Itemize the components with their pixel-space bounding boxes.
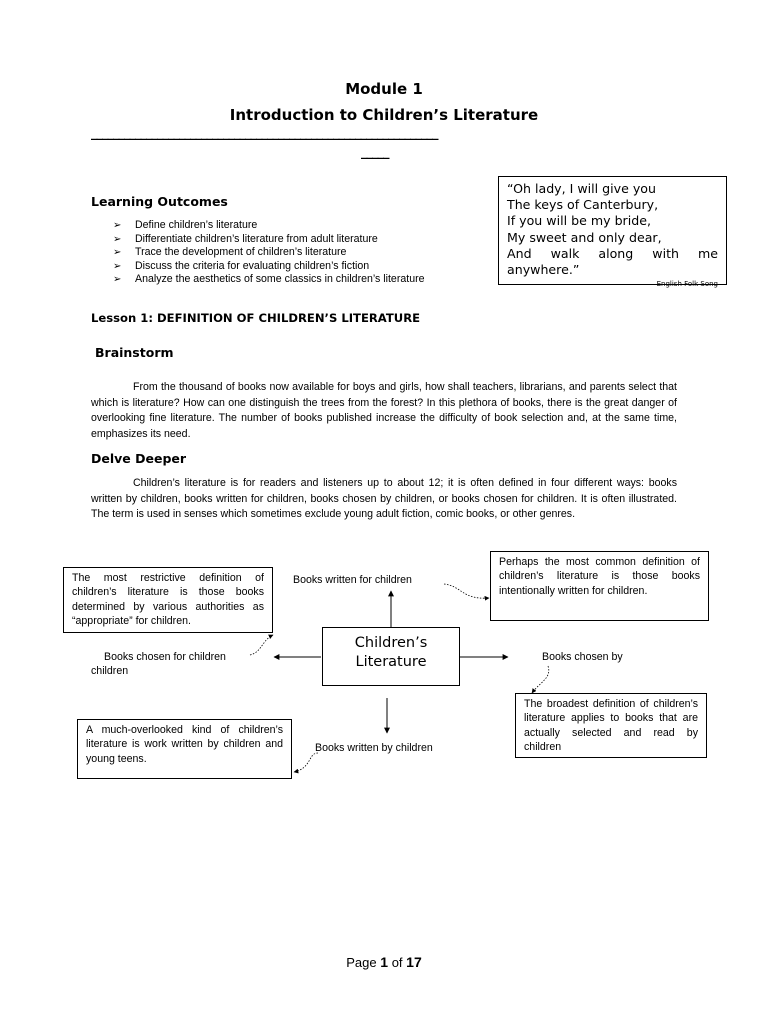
- curved-arrow-overlooked: [294, 753, 318, 772]
- arrow-bullet-icon: ➢: [113, 233, 122, 245]
- page-title: Introduction to Children’s Literature: [229, 106, 539, 124]
- arrow-bullet-icon: ➢: [113, 260, 122, 272]
- title-rule-end: _____: [361, 145, 389, 160]
- quote-line: “Oh lady, I will give you: [507, 181, 656, 196]
- quote-line: My sweet and only dear,: [507, 229, 662, 245]
- arrow-bullet-icon: ➢: [113, 220, 122, 231]
- definition-box-overlooked: A much-overlooked kind of children’s literature is work written by children and young teens.: [77, 719, 292, 779]
- title-rule: _______________________________________________________________: [91, 126, 438, 141]
- definition-box-restrictive: The most restrictive definition of children’s literature is those books determined by various authorities as “appropriate” for children.: [63, 567, 273, 633]
- label-chosen-by: Books chosen by: [542, 651, 623, 663]
- list-item: ➢ Define children’s literature: [113, 219, 258, 231]
- brainstorm-heading: Brainstorm: [95, 345, 174, 360]
- quote-line: The keys of Canterbury,: [507, 197, 659, 213]
- definition-box-broadest: The broadest definition of children’s literature applies to books that are actually selected and read by children: [515, 693, 707, 758]
- page-number: [0, 954, 768, 970]
- list-item: ➢ Analyze the aesthetics of some classics in children’s literature: [113, 273, 425, 286]
- diagram-center-box: Children’s Literature: [322, 627, 460, 686]
- curved-arrow-common: [444, 584, 489, 598]
- label-written-for: Books written for children: [293, 574, 412, 586]
- page-word: Page: [346, 955, 377, 970]
- list-item: ➢ Trace the development of children’s literature: [113, 246, 347, 259]
- quote-line: And walk along with me: [507, 245, 718, 261]
- quote-line: anywhere.”: [507, 262, 580, 278]
- brainstorm-paragraph: From the thousand of books now available for boys and girls, how shall teachers, librarians, and parents select that which is literature? How can one distinguish the trees from the forest? In this plethora of books, there is the great danger of overlooking fine literature. The number of books published increase the difficulty of book selection and, at the same time, emphasizes its need.: [91, 381, 677, 440]
- arrow-bullet-icon: ➢: [113, 247, 122, 259]
- page-current: 1: [380, 954, 389, 970]
- label-written-by: Books written by children: [315, 742, 433, 754]
- label-chosen-for: Books chosen for children children: [91, 651, 226, 677]
- quote-line: If you will be my bride,: [507, 213, 651, 229]
- module-number: Module 1: [345, 80, 423, 98]
- delve-deeper-heading: Delve Deeper: [91, 451, 187, 466]
- arrow-bullet-icon: ➢: [113, 274, 122, 286]
- quote-credit: English Folk Song: [656, 280, 718, 289]
- page-total: 17: [406, 954, 422, 970]
- definition-box-common: Perhaps the most common definition of children’s literature is those books intentionally written for children.: [490, 551, 709, 621]
- of-word: of: [391, 955, 403, 970]
- delve-deeper-paragraph: Children’s literature is for readers and listeners up to about 12; it is often defined in four different ways: books written by children, books written for children, books chosen by children, or books chosen for children. It is often illustrated. The term is used in senses which sometimes exclude young adult fiction, comic books, or other genres.: [91, 477, 677, 520]
- lesson-heading: Lesson 1: DEFINITION OF CHILDREN’S LITERATURE: [91, 311, 421, 325]
- list-item: ➢ Differentiate children’s literature from adult literature: [113, 232, 378, 245]
- list-item: ➢ Discuss the criteria for evaluating children’s fiction: [113, 259, 370, 272]
- learning-outcomes-heading: Learning Outcomes: [91, 194, 228, 209]
- curved-arrow-broadest: [532, 666, 549, 693]
